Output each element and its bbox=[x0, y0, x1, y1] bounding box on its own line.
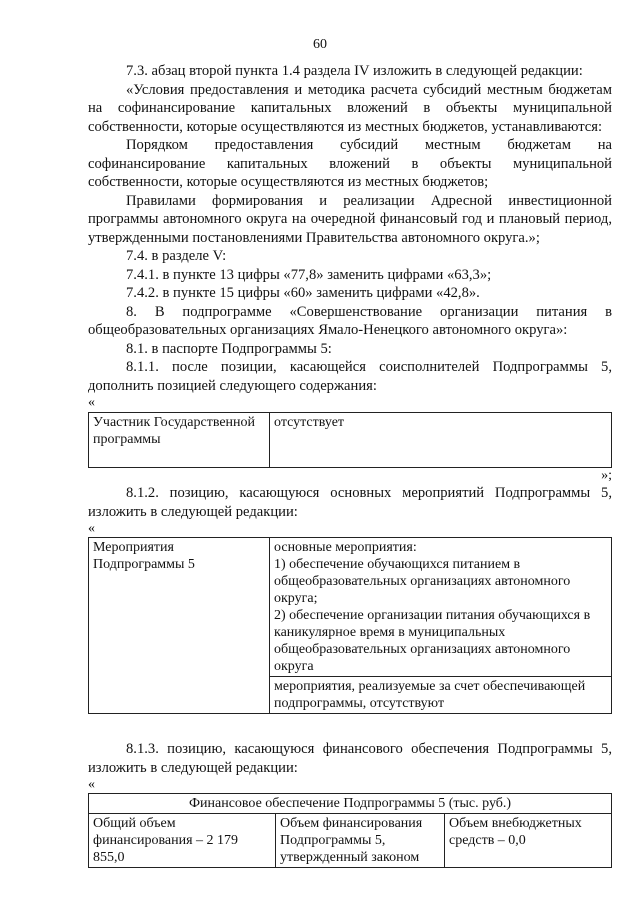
funding-approved: Объем финансирования Подпрограммы 5, утвержденный законом bbox=[276, 814, 445, 868]
open-quote: « bbox=[88, 777, 95, 792]
table-row bbox=[89, 814, 612, 868]
open-quote: « bbox=[88, 395, 95, 410]
table-row bbox=[89, 413, 612, 468]
page-number: 60 bbox=[313, 37, 327, 52]
paragraph-7-3: 7.3. абзац второй пункта 1.4 раздела IV изложить в следующей редакции: bbox=[126, 63, 583, 79]
table-row bbox=[89, 794, 612, 814]
paragraph-7-4: 7.4. в разделе V: bbox=[126, 248, 227, 264]
open-quote: « bbox=[88, 521, 95, 536]
paragraph-8-1-1: 8.1.1. после позиции, касающейся соисполнителей Подпрограммы 5, дополнить позицией следующего содержания: bbox=[88, 359, 612, 394]
participant-label: Участник Государственной программы bbox=[89, 413, 270, 468]
participant-value: отсутствует bbox=[270, 413, 612, 468]
table-row bbox=[89, 538, 612, 677]
paragraph-8-1-2: 8.1.2. позицию, касающуюся основных мероприятий Подпрограммы 5, изложить в следующей редакции: bbox=[88, 485, 612, 520]
document-body bbox=[88, 62, 612, 868]
activities-secondary: мероприятия, реализуемые за счет обеспечивающей подпрограммы, отсутствуют bbox=[270, 677, 612, 714]
paragraph-conditions: «Условия предоставления и методика расчета субсидий местным бюджетам на софинансирование капитальных вложений в объекты муниципальной собственности, которые осуществляются из местных бюджетов, устанавливаются: bbox=[88, 81, 612, 135]
paragraph-rules: Правилами формирования и реализации Адресной инвестиционной программы автономного округа на очередной финансовый год и плановый период, утвержденными постановлениями Правительства автономного округа.»; bbox=[88, 192, 612, 246]
paragraph-procedure: Порядком предоставления субсидий местным бюджетам на софинансирование капитальных вложений в объекты муниципальной собственности, которые осуществляются из местных бюджетов; bbox=[88, 137, 612, 190]
funding-header: Финансовое обеспечение Подпрограммы 5 (тыс. руб.) bbox=[89, 794, 612, 814]
close-quote: »; bbox=[601, 468, 612, 483]
funding-total: Общий объем финансирования – 2 179 855,0 bbox=[89, 814, 276, 868]
activities-label: Мероприятия Подпрограммы 5 bbox=[89, 538, 270, 714]
paragraph-7-4-1: 7.4.1. в пункте 13 цифры «77,8» заменить цифрами «63,3»; bbox=[126, 266, 492, 283]
funding-extrabudgetary: Объем внебюджетных средств – 0,0 bbox=[445, 814, 612, 868]
paragraph-8: 8. В подпрограмме «Совершенствование организации питания в общеобразовательных организациях Ямало-Ненецкого автономного округа»: bbox=[88, 303, 612, 338]
paragraph-7-4-2: 7.4.2. в пункте 15 цифры «60» заменить цифрами «42,8». bbox=[126, 285, 480, 301]
activities-table bbox=[88, 537, 612, 714]
paragraph-8-1-3: 8.1.3. позицию, касающуюся финансового обеспечения Подпрограммы 5, изложить в следующей редакции: bbox=[88, 741, 612, 776]
funding-table bbox=[88, 793, 612, 868]
paragraph-8-1: 8.1. в паспорте Подпрограммы 5: bbox=[126, 340, 332, 357]
activities-main-heading: основные мероприятия: bbox=[274, 540, 417, 555]
activities-item-2: 2) обеспечение организации питания обучающихся в каникулярное время в муниципальных общеобразовательных организациях автономного округа bbox=[274, 608, 591, 674]
activities-item-1: 1) обеспечение обучающихся питанием в общеобразовательных организациях автономного округа; bbox=[274, 557, 571, 606]
activities-main-cell bbox=[270, 538, 612, 677]
participant-table bbox=[88, 412, 612, 468]
